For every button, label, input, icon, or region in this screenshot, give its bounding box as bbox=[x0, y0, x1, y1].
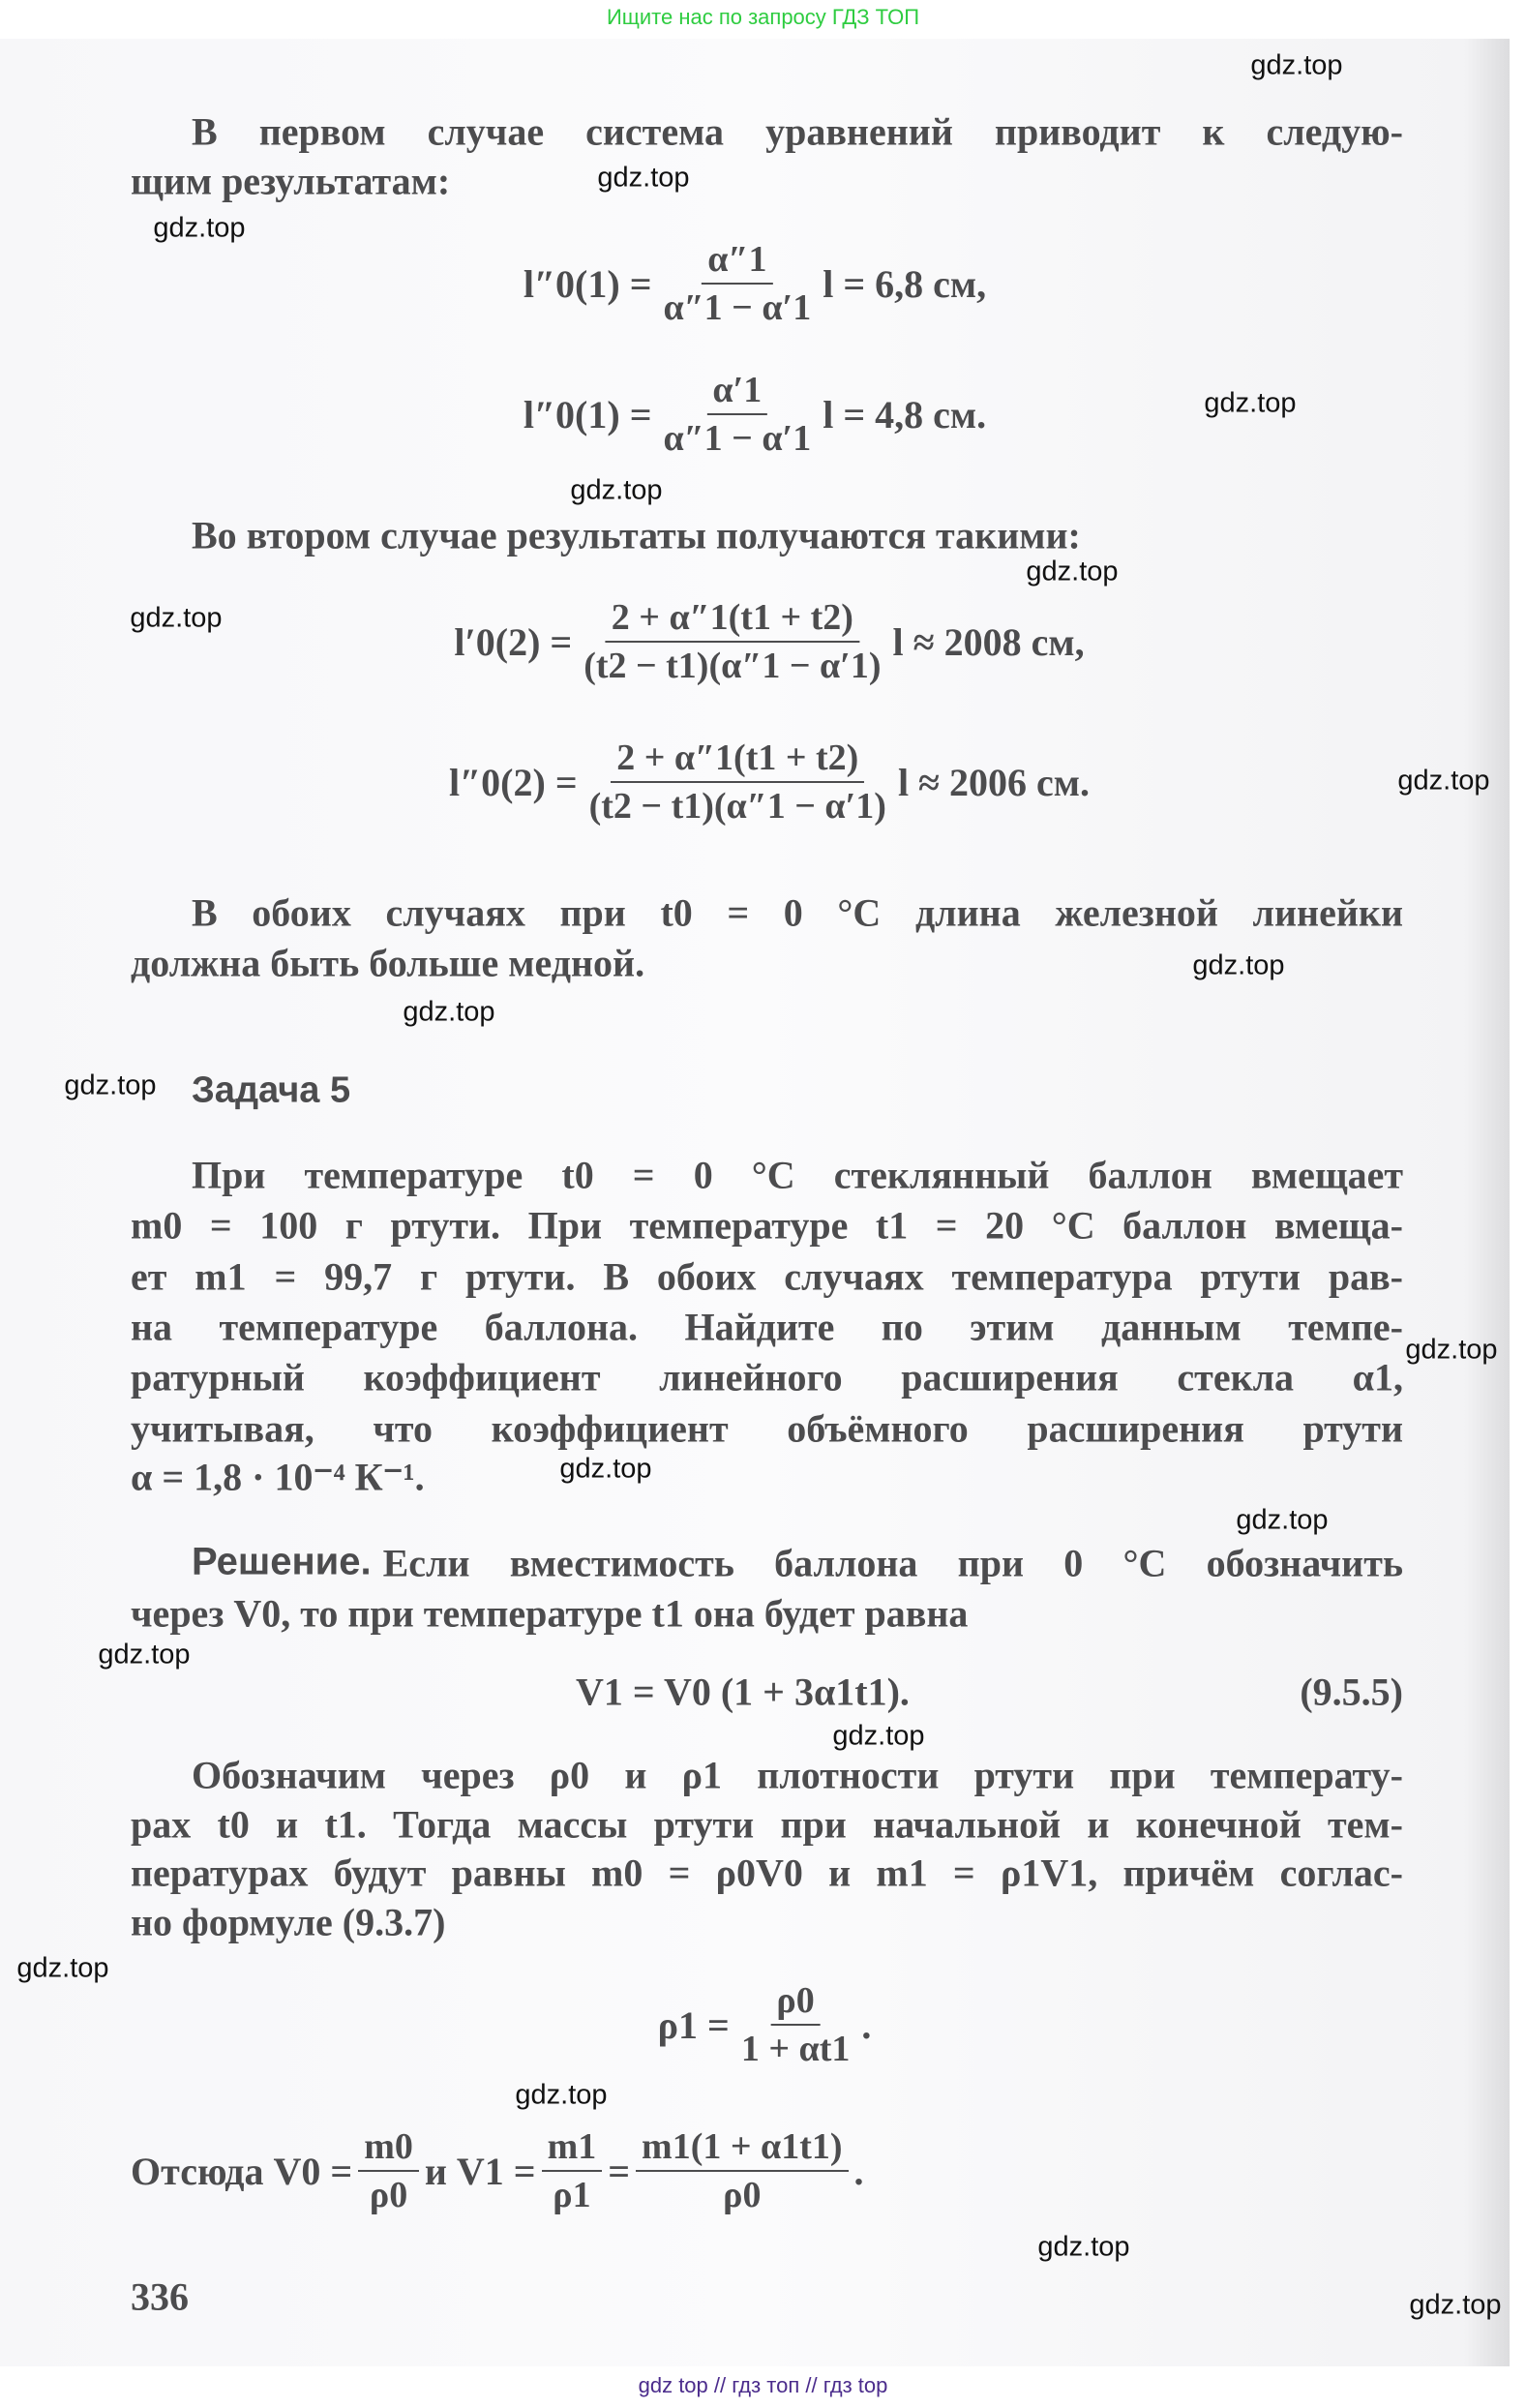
eq-den: 1 + αt1 bbox=[740, 2029, 851, 2069]
text-line: α = 1,8 · 10⁻⁴ К⁻¹. bbox=[131, 1455, 425, 1499]
eq-den: (t2 − t1)(α″1 − α′1) bbox=[583, 646, 882, 686]
text-line: m0 = 100 г ртути. При температуре t1 = 20 °С баллон вмеща- bbox=[131, 1203, 1403, 1248]
footer-links[interactable]: gdz top // гдз топ // гдз top bbox=[638, 2373, 888, 2397]
eq-num: α″1 bbox=[702, 238, 772, 285]
text-line: через V0, то при температуре t1 она будет равна bbox=[131, 1591, 969, 1636]
text-line: пературах будут равны m0 = ρ0V0 и m1 = ρ1V1, причём соглас- bbox=[131, 1851, 1403, 1895]
equation-2: l″0(1) = $\frac{\alpha'1}{\alpha''1 - \alpha'1}$ l = 4,8 см. bbox=[523, 370, 987, 459]
watermark: gdz.top bbox=[130, 602, 223, 634]
text-line: на температуре баллона. Найдите по этим данным темпе- bbox=[131, 1305, 1403, 1349]
eq-num: 2 + α″1(t1 + t2) bbox=[611, 737, 864, 783]
eq-rhs: l ≈ 2008 см, bbox=[892, 619, 1085, 664]
eq-den: ρ0 bbox=[723, 2175, 762, 2215]
watermark: gdz.top bbox=[832, 1720, 925, 1752]
eq-lhs: l″0(1) bbox=[523, 261, 620, 306]
equation-3 bbox=[454, 596, 1084, 687]
watermark: gdz.top bbox=[570, 474, 663, 506]
watermark: gdz.top bbox=[515, 2079, 608, 2111]
solution-label: Решение. bbox=[192, 1540, 372, 1583]
eq-num: 2 + α″1(t1 + t2) bbox=[606, 596, 859, 643]
watermark: gdz.top bbox=[98, 1639, 191, 1671]
eq-mid: и V1 = bbox=[424, 2149, 536, 2193]
text-line: но формуле (9.3.7) bbox=[131, 1900, 446, 1944]
watermark: gdz.top bbox=[597, 162, 690, 194]
eq-num: m1(1 + α1t1) bbox=[636, 2125, 848, 2172]
watermark: gdz.top bbox=[16, 1952, 109, 1984]
watermark: gdz.top bbox=[1026, 556, 1119, 587]
text-line: При температуре t0 = 0 °С стеклянный баллон вмещает bbox=[192, 1153, 1403, 1197]
text-line: Во втором случае результаты получаются такими: bbox=[192, 513, 1081, 557]
watermark: gdz.top bbox=[559, 1453, 652, 1485]
equation-1: l″0(1) = $\frac{\alpha''1}{\alpha''1 - \alpha'1}$ l = 6,8 см, bbox=[523, 239, 987, 328]
equation-4 bbox=[449, 737, 1090, 828]
equation-7: Отсюда V0 = $\frac{m0}{\rho 0}$ и V1 = $\frac{m1}{\rho 1}$ = $\frac{m1(1 + \alpha 1t1)}{\rho 0}$ . bbox=[131, 2126, 864, 2215]
watermark: gdz.top bbox=[403, 996, 495, 1028]
eq-den: ρ0 bbox=[369, 2175, 408, 2215]
eq-den: (t2 − t1)(α″1 − α′1) bbox=[588, 786, 886, 827]
text-line: учитывая, что коэффициент объёмного расширения ртути bbox=[131, 1406, 1403, 1451]
problem-heading: Задача 5 bbox=[192, 1069, 351, 1111]
eq-den: ρ1 bbox=[553, 2175, 591, 2215]
equation-number: (9.5.5) bbox=[1300, 1670, 1403, 1714]
watermark: gdz.top bbox=[1397, 765, 1490, 797]
eq-den: α″1 − α′1 bbox=[663, 418, 812, 459]
text-line: В первом случае система уравнений приводит к следую- bbox=[192, 109, 1403, 154]
page-number: 336 bbox=[131, 2274, 189, 2319]
eq-lead: Отсюда V0 = bbox=[131, 2149, 353, 2193]
search-banner[interactable]: Ищите нас по запросу ГДЗ ТОП bbox=[606, 5, 920, 29]
equation-6: ρ1 = $\frac{\rho 0}{1 + \alpha t1}$ . bbox=[657, 1980, 872, 2069]
watermark: gdz.top bbox=[153, 212, 246, 244]
text-line: щим результатам: bbox=[131, 159, 451, 203]
text-line: В обоих случаях при t0 = 0 °С длина железной линейки bbox=[192, 890, 1403, 935]
eq-num: m1 bbox=[542, 2125, 603, 2172]
watermark: gdz.top bbox=[1405, 1334, 1498, 1366]
text-line: ратурный коэффициент линейного расширения стекла α1, bbox=[131, 1355, 1403, 1400]
eq-num: ρ0 bbox=[770, 1979, 820, 2026]
eq-lhs: l′0(2) = bbox=[454, 619, 573, 664]
eq-num: α′1 bbox=[706, 369, 767, 415]
watermark: gdz.top bbox=[1192, 949, 1285, 981]
eq-rhs: l = 4,8 см. bbox=[823, 392, 987, 436]
eq-lhs: l″0(2) = bbox=[448, 760, 578, 804]
equation-5: V1 = V0 (1 + 3α1t1). bbox=[576, 1670, 910, 1714]
watermark: gdz.top bbox=[1250, 49, 1343, 81]
watermark: gdz.top bbox=[64, 1069, 157, 1101]
eq-rhs: l ≈ 2006 см. bbox=[897, 760, 1091, 804]
solution-line bbox=[131, 1541, 1403, 1586]
text-line: должна быть больше медной. bbox=[131, 941, 645, 985]
text-line: рах t0 и t1. Тогда массы ртути при начальной и конечной тем- bbox=[131, 1802, 1403, 1847]
text-line: Если вместимость баллона при 0 °С обозначить bbox=[382, 1541, 1403, 1585]
text-line: ет m1 = 99,7 г ртути. В обоих случаях температура ртути рав- bbox=[131, 1254, 1403, 1299]
watermark: gdz.top bbox=[1204, 387, 1297, 419]
eq-lhs: ρ1 = bbox=[657, 2002, 730, 2047]
watermark: gdz.top bbox=[1409, 2289, 1502, 2321]
eq-num: m0 bbox=[358, 2125, 419, 2172]
watermark: gdz.top bbox=[1236, 1504, 1329, 1536]
watermark: gdz.top bbox=[1037, 2231, 1130, 2263]
eq-rhs: l = 6,8 см, bbox=[823, 261, 987, 306]
eq-den: α″1 − α′1 bbox=[663, 287, 812, 328]
text-line: Обозначим через ρ0 и ρ1 плотности ртути при температу- bbox=[192, 1753, 1403, 1797]
eq-lhs: l″0(1) bbox=[523, 392, 620, 436]
